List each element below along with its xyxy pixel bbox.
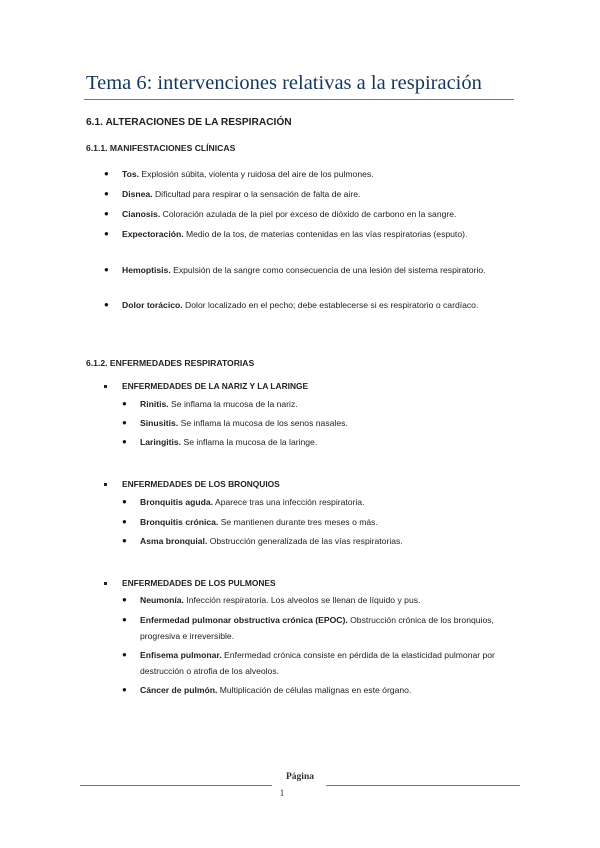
item-description: Medio de la tos, de materias contenidas en las vías respiratorias (esputo). [183, 229, 468, 239]
list-item [140, 682, 520, 698]
subsection-heading-manifestaciones: 6.1.1. MANIFESTACIONES CLÍNICAS [86, 143, 236, 153]
item-term: Tos. [122, 169, 140, 179]
bullet-icon: ● [122, 497, 127, 506]
item-description: Expulsión de la sangre como consecuencia de una lesión del sistema respiratorio. [170, 265, 486, 275]
item-term: Asma bronquial. [140, 536, 208, 546]
item-description: Multiplicación de células malignas en este órgano. [217, 685, 412, 695]
bullet-icon: ● [122, 399, 127, 408]
item-term: Bronquitis crónica. [140, 517, 219, 527]
list-item [122, 226, 512, 242]
page-title: Tema 6: intervenciones relativas a la respiración [86, 72, 482, 94]
group-label: ENFERMEDADES DE LA NARIZ Y LA LARINGE [122, 381, 309, 391]
bullet-icon: ● [122, 685, 127, 694]
item-term: Neumonía. [140, 595, 184, 605]
item-description: Explosión súbita, violenta y ruidosa del aire de los pulmones. [139, 169, 374, 179]
bullet-icon: ● [122, 615, 127, 624]
list-item [140, 612, 520, 644]
list-item [140, 647, 520, 679]
item-term: Rinitis. [140, 399, 169, 409]
bullet-icon: ● [104, 300, 109, 309]
item-term: Enfisema pulmonar. [140, 650, 222, 660]
list-item [140, 533, 520, 549]
bullet-icon: ● [122, 595, 127, 604]
list-item [140, 396, 520, 412]
bullet-icon: ● [122, 650, 127, 659]
bullet-icon: ● [122, 536, 127, 545]
bullet-icon: ● [104, 265, 109, 274]
bullet-icon: ● [104, 169, 109, 178]
bullet-icon: ● [122, 418, 127, 427]
item-description: Dolor localizado en el pecho; debe establecerse si es respiratorio o cardíaco. [182, 300, 479, 310]
item-term: Disnea. [122, 189, 153, 199]
footer-rule-left [80, 785, 272, 786]
footer-page-number: 1 [279, 789, 285, 799]
item-description: Se mantienen durante tres meses o más. [218, 517, 378, 527]
group-label: ENFERMEDADES DE LOS BRONQUIOS [122, 479, 280, 489]
list-item [140, 415, 520, 431]
list-item [122, 297, 512, 313]
square-bullet-icon [104, 483, 107, 486]
list-item [122, 186, 522, 202]
group-label: ENFERMEDADES DE LOS PULMONES [122, 578, 276, 588]
list-item [140, 494, 520, 510]
item-term: Enfermedad pulmonar obstructiva crónica (EPOC). [140, 615, 348, 625]
item-term: Dolor torácico. [122, 300, 183, 310]
square-bullet-icon [104, 385, 107, 388]
subsection-heading-enfermedades: 6.1.2. ENFERMEDADES RESPIRATORIAS [86, 358, 255, 368]
list-item [140, 514, 520, 530]
bullet-icon: ● [122, 517, 127, 526]
item-description: Obstrucción crónica de los bronquios, progresiva e irreversible. [140, 615, 494, 641]
list-item [122, 166, 522, 182]
footer-rule-right [326, 785, 520, 786]
bullet-icon: ● [104, 229, 109, 238]
item-description: Coloración azulada de la piel por exceso de dióxido de carbono en la sangre. [160, 209, 457, 219]
footer-page-label: Página [286, 772, 314, 782]
bullet-icon: ● [104, 209, 109, 218]
item-term: Hemoptisis. [122, 265, 171, 275]
item-description: Aparece tras una infección respiratoria. [213, 497, 365, 507]
item-description: Dificultad para respirar o la sensación de falta de aire. [152, 189, 361, 199]
item-description: Enfermedad crónica consiste en pérdida de la elasticidad pulmonar por destrucción o atrofia de los alveolos. [140, 650, 495, 676]
title-underline [84, 99, 514, 100]
item-description: Obstrucción generalizada de las vías respiratorias. [207, 536, 403, 546]
item-description: Se inflama la mucosa de la laringe. [181, 437, 318, 447]
item-term: Cáncer de pulmón. [140, 685, 218, 695]
bullet-icon: ● [122, 437, 127, 446]
list-item [140, 592, 520, 608]
list-item [122, 262, 512, 278]
square-bullet-icon [104, 582, 107, 585]
item-description: Se inflama la mucosa de la nariz. [168, 399, 298, 409]
list-item [140, 434, 520, 450]
item-term: Expectoración. [122, 229, 184, 239]
item-term: Laringitis. [140, 437, 182, 447]
item-term: Sinusitis. [140, 418, 179, 428]
item-term: Cianosis. [122, 209, 161, 219]
list-item [122, 206, 532, 222]
item-description: Se inflama la mucosa de los senos nasales. [178, 418, 348, 428]
bullet-icon: ● [104, 189, 109, 198]
item-description: Infección respiratoria. Los alveolos se llenan de líquido y pus. [183, 595, 421, 605]
item-term: Bronquitis aguda. [140, 497, 214, 507]
section-heading: 6.1. ALTERACIONES DE LA RESPIRACIÓN [86, 117, 292, 128]
